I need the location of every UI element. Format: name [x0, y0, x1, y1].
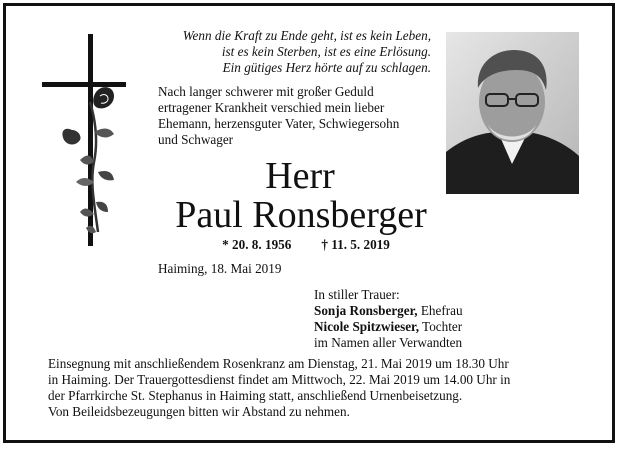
mourner-name: Nicole Spitzwieser, — [314, 319, 419, 334]
poem-line: ist es kein Sterben, ist es eine Erlösung. — [221, 44, 431, 59]
intro-line: Nach langer schwerer mit großer Geduld — [158, 84, 374, 99]
funeral-line: Einsegnung mit anschließendem Rosenkranz am Dienstag, 21. Mai 2019 um 18.30 Uhr — [48, 356, 509, 371]
mourner-entry — [314, 319, 463, 335]
poem-line: Ein gütiges Herz hörte auf zu schlagen. — [222, 60, 431, 75]
life-dates — [0, 237, 618, 253]
poem — [100, 28, 431, 76]
place-date: Haiming, 18. Mai 2019 — [158, 261, 282, 276]
mourner-entry — [314, 303, 463, 319]
birth-date: * 20. 8. 1956 — [222, 237, 292, 252]
mourners-closing: im Namen aller Verwandten — [314, 335, 463, 350]
mourner-relation: Tochter — [419, 319, 463, 334]
intro-line: ertragener Krankheit verschied mein lieber — [158, 100, 385, 115]
mourner-relation: Ehefrau — [417, 303, 463, 318]
funeral-line: Von Beileidsbezeugungen bitten wir Abstand zu nehmen. — [48, 404, 350, 419]
funeral-details — [48, 356, 584, 420]
mourners-heading: In stiller Trauer: — [314, 287, 400, 302]
mourner-name: Sonja Ronsberger, — [314, 303, 418, 318]
mourners-block — [314, 287, 463, 351]
intro-text — [158, 84, 430, 148]
poem-line: Wenn die Kraft zu Ende geht, ist es kein Leben, — [182, 28, 431, 43]
honorific: Herr — [265, 155, 335, 197]
deceased-name: Paul Ronsberger — [175, 194, 427, 236]
death-date: † 11. 5. 2019 — [321, 237, 390, 252]
intro-line: und Schwager — [158, 132, 234, 147]
funeral-line: in Haiming. Der Trauergottesdienst findet am Mittwoch, 22. Mai 2019 um 14.00 Uhr in — [48, 372, 511, 387]
funeral-line: der Pfarrkirche St. Stephanus in Haiming statt, anschließend Urnenbeisetzung. — [48, 388, 463, 403]
intro-line: Ehemann, herzensguter Vater, Schwiegersohn — [158, 116, 400, 131]
